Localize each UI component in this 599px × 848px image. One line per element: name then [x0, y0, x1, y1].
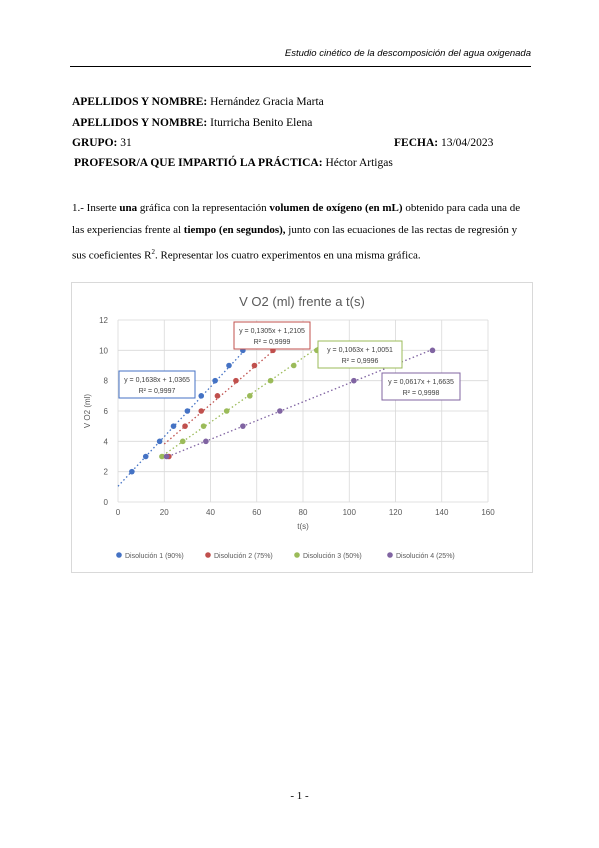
regression-equation: y = 0,1638x + 1,0365 [124, 377, 190, 384]
student-1-line [72, 96, 324, 108]
student-2-line [72, 117, 312, 129]
y-tick-label: 12 [99, 316, 108, 325]
name-value-2: Iturricha Benito Elena [210, 117, 313, 129]
chart-container [71, 282, 533, 573]
scatter-chart [72, 283, 532, 572]
legend-entry: Disolución 2 (75%) [214, 553, 273, 560]
y-tick-label: 0 [103, 498, 108, 507]
x-tick-label: 160 [481, 508, 495, 517]
x-tick-label: 140 [435, 508, 449, 517]
regression-equation: y = 0,1305x + 1,2105 [239, 328, 305, 335]
data-point-series-3 [268, 378, 274, 384]
date-line [394, 137, 493, 149]
page-number: - 1 - [290, 790, 309, 802]
y-tick-label: 10 [99, 346, 108, 356]
group-line [72, 137, 132, 149]
date-label: FECHA: [394, 137, 439, 149]
professor-line [74, 157, 393, 169]
data-point-series-2 [215, 393, 221, 399]
r-squared-label: R² = 0,9997 [138, 388, 176, 395]
name-label-2: APELLIDOS Y NOMBRE: [72, 117, 208, 129]
data-point-series-4 [277, 408, 283, 414]
x-axis-label: t(s) [297, 522, 309, 531]
data-point-series-1 [212, 378, 218, 384]
legend-entry: Disolución 3 (50%) [303, 553, 362, 560]
regression-equation: y = 0,0617x + 1,6635 [388, 379, 454, 386]
x-tick-label: 120 [388, 508, 403, 517]
data-point-series-3 [291, 363, 297, 369]
name-label-1: APELLIDOS Y NOMBRE: [72, 96, 208, 108]
data-point-series-3 [180, 439, 186, 445]
data-point-series-1 [157, 439, 163, 445]
data-point-series-3 [201, 423, 207, 429]
name-value-1: Hernández Gracia Marta [210, 96, 324, 108]
legend-entry: Disolución 4 (25%) [396, 553, 455, 560]
legend-marker [205, 552, 211, 558]
data-point-series-1 [198, 393, 204, 399]
y-tick-label: 6 [103, 407, 108, 416]
x-tick-label: 60 [252, 508, 262, 517]
legend-entry: Disolución 1 (90%) [125, 553, 184, 560]
r-squared-label: R² = 0,9996 [341, 358, 379, 365]
data-point-series-2 [198, 408, 204, 414]
data-point-series-2 [182, 423, 188, 429]
data-point-series-3 [224, 408, 230, 414]
data-point-series-1 [185, 408, 191, 414]
x-tick-label: 100 [342, 508, 356, 517]
data-point-series-4 [240, 423, 246, 429]
x-tick-label: 80 [298, 508, 308, 517]
legend-marker [116, 552, 122, 558]
y-axis-label: V O2 (ml) [83, 393, 92, 429]
x-tick-label: 20 [159, 508, 169, 517]
legend-marker [387, 552, 393, 558]
professor-value: Héctor Artigas [325, 157, 393, 169]
legend-marker [294, 552, 300, 558]
x-tick-label: 40 [206, 508, 215, 517]
professor-label: PROFESOR/A QUE IMPARTIÓ LA PRÁCTICA: [74, 157, 323, 169]
group-label: GRUPO: [72, 137, 118, 149]
r-squared-label: R² = 0,9999 [253, 339, 291, 346]
y-tick-label: 4 [103, 437, 108, 447]
data-point-series-1 [226, 363, 232, 369]
data-point-series-4 [203, 439, 209, 445]
data-point-series-4 [164, 454, 170, 460]
header-rule [70, 66, 531, 67]
chart-title: V O2 (ml) frente a t(s) [239, 294, 365, 309]
data-point-series-1 [143, 454, 149, 460]
data-point-series-1 [129, 469, 135, 475]
running-header: Estudio cinético de la descomposición del agua oxigenada [284, 48, 531, 59]
data-point-series-1 [171, 423, 177, 429]
regression-equation: y = 0,1063x + 1,0051 [327, 347, 393, 354]
group-value: 31 [120, 137, 132, 149]
question-text: 1.- Inserte una gráfica con la representación volumen de oxígeno (en mL) obtenido para cada una de las experiencias frente al tiempo (en segundos), junto con las ecuaciones de las rectas de regresión y sus coeficientes $R^2$. Representar los cuatro experimentos en una misma gráfica. [72, 202, 521, 262]
data-point-series-2 [233, 378, 239, 384]
r-squared-label: R² = 0,9998 [402, 390, 440, 397]
y-tick-label: 2 [103, 467, 108, 477]
y-tick-label: 8 [103, 376, 108, 386]
data-point-series-4 [351, 378, 357, 384]
data-point-series-3 [247, 393, 253, 399]
trendline-series-1 [118, 350, 245, 487]
date-value: 13/04/2023 [440, 137, 494, 149]
data-point-series-2 [252, 363, 258, 369]
data-point-series-4 [430, 348, 436, 354]
x-tick-label: 0 [115, 508, 121, 517]
